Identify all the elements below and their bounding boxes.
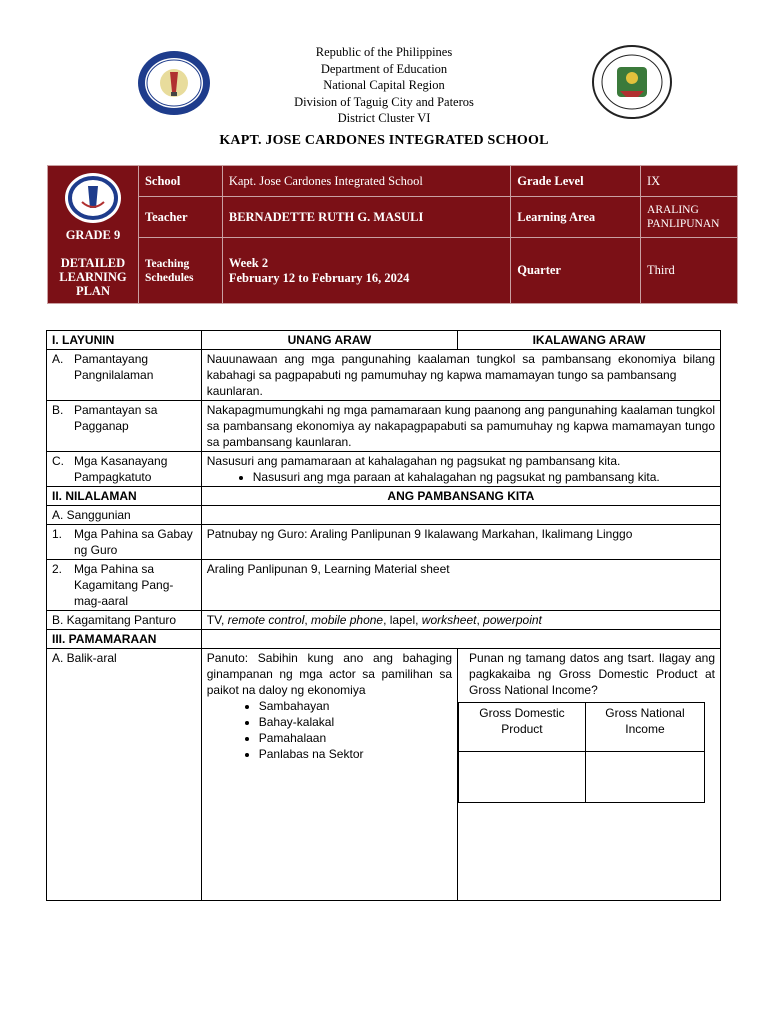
- grade-level-label: Grade Level: [511, 166, 641, 197]
- badge-grade: GRADE 9: [65, 227, 121, 242]
- list-item: • Pamahalaan: [259, 730, 452, 746]
- day2-heading: IKALAWANG ARAW: [458, 331, 721, 350]
- learning-area-value: ARALING PANLIPUNAN: [641, 197, 738, 238]
- list-item: • Sambahayan: [259, 698, 452, 714]
- document-header: [0, 44, 768, 149]
- info-table: [47, 165, 738, 304]
- header-line: Division of Taguig City and Pateros: [294, 94, 474, 109]
- list-item: • Nasusuri ang mga paraan at kahalagahan ng pagsukat ng pambansang kita.: [253, 469, 715, 485]
- gni-answer-cell[interactable]: [585, 752, 704, 803]
- layunin-heading: I. LAYUNIN: [47, 331, 202, 350]
- header-line: Department of Education: [320, 61, 448, 76]
- gabay-guro-text: Patnubay ng Guro: Araling Panlipunan 9 Ikalawang Markahan, Ikalimang Linggo: [201, 525, 720, 560]
- learning-plan-table: [46, 330, 721, 901]
- learning-area-label: Learning Area: [511, 197, 641, 238]
- kagamitang-mag-aaral-text: Araling Panlipunan 9, Learning Material sheet: [201, 560, 720, 611]
- header-line: National Capital Region: [323, 78, 445, 92]
- day1-heading: UNANG ARAW: [201, 331, 457, 350]
- sanggunian-label: A. Sanggunian: [47, 506, 202, 525]
- teacher-value: BERNADETTE RUTH G. MASULI: [222, 197, 510, 238]
- balik-aral-day2: Punan ng tamang datos ang tsart. Ilagay ang pagkakaiba ng Gross Domestic Product at Gross National Income? Gross Domestic Product Gross National Income: [458, 649, 721, 901]
- balik-aral-label: A. Balik-aral: [47, 649, 202, 901]
- list-item: • Panlabas na Sektor: [259, 746, 452, 762]
- grade-level-value: IX: [641, 166, 738, 197]
- row-label: 2. Mga Pahina sa Kagamitang Pang-mag-aaral: [47, 560, 202, 611]
- deped-emblem-icon: [64, 172, 122, 224]
- badge-plan: DETAILED LEARNING PLAN: [59, 255, 127, 298]
- row-label: C. Mga Kasanayang Pampagkatuto: [47, 452, 202, 487]
- schedule-value: [222, 238, 510, 304]
- gdp-header: Gross Domestic Product: [459, 703, 586, 752]
- school-value: Kapt. Jose Cardones Integrated School: [222, 166, 510, 197]
- quarter-label: Quarter: [511, 238, 641, 304]
- list-item: • Bahay-kalakal: [259, 714, 452, 730]
- header-line: Republic of the Philippines: [315, 45, 453, 59]
- nilalaman-heading: II. NILALAMAN: [47, 487, 202, 506]
- pamamaraan-heading: III. PAMAMARAAN: [47, 630, 202, 649]
- schedule-label: Teaching Schedules: [138, 238, 222, 304]
- teacher-label: Teacher: [138, 197, 222, 238]
- kagamitang-panturo-text: TV, remote control, mobile phone, lapel, worksheet, powerpoint: [201, 611, 720, 630]
- header-line: District Cluster VI: [337, 111, 431, 125]
- schedule-week: Week 2: [228, 255, 269, 270]
- quarter-value: Third: [641, 238, 738, 304]
- pamantayang-pangnilalaman-text: Nauunawaan ang mga pangunahing kaalaman tungkol sa pambansang ekonomiya bilang kabahagi sa pagpapabuti ng pamumuhay ng kapwa mamamayan tungo sa pambansang kaunlaran.: [201, 350, 720, 401]
- row-label: A. Pamantayang Pangnilalaman: [47, 350, 202, 401]
- school-label: School: [138, 166, 222, 197]
- empty-cell: [201, 506, 720, 525]
- gdp-gni-chart: [458, 702, 705, 803]
- nilalaman-title: ANG PAMBANSANG KITA: [201, 487, 720, 506]
- empty-cell: [201, 630, 720, 649]
- gni-header: Gross National Income: [585, 703, 704, 752]
- schedule-dates: February 12 to February 16, 2024: [228, 270, 410, 285]
- school-name: KAPT. JOSE CARDONES INTEGRATED SCHOOL: [219, 132, 549, 148]
- row-label: 1. Mga Pahina sa Gabay ng Guro: [47, 525, 202, 560]
- balik-aral-day1: Panuto: Sabihin kung ano ang bahaging ginampanan ng mga actor sa pamilihan sa paikot na daloy ng ekonomiya • Sambahayan • Bahay-kalakal • Pamahalaan • Panlabas na Sektor: [201, 649, 457, 901]
- pamantayan-sa-pagganap-text: Nakapagmumungkahi ng mga pamamaraan kung paanong ang pangunahing kaalaman tungkol sa pambansang ekonomiya ay nakapagpapabuti sa pamumuhay ng kapwa mamamayan tungo sa pambansang kaunlaran.: [201, 401, 720, 452]
- kagamitang-panturo-label: B. Kagamitang Panturo: [47, 611, 202, 630]
- grade-badge: [48, 166, 139, 304]
- kasanayang-pampagkatuto-text: Nasusuri ang pamamaraan at kahalagahan ng pagsukat ng pambansang kita. • Nasusuri ang mga paraan at kahalagahan ng pagsukat ng pambansang kita.: [201, 452, 720, 487]
- row-label: B. Pamantayan sa Pagganap: [47, 401, 202, 452]
- gdp-answer-cell[interactable]: [459, 752, 586, 803]
